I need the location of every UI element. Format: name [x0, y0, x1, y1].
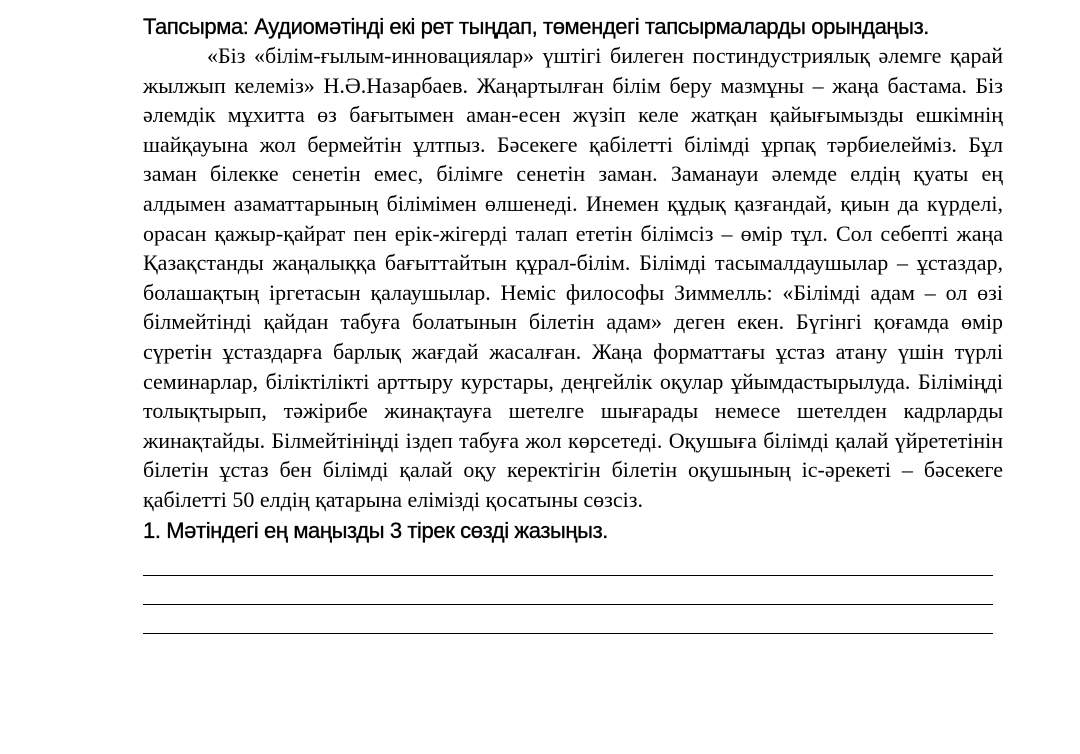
answer-area[interactable] [143, 547, 1003, 634]
document-page [143, 12, 1003, 634]
answer-line[interactable] [143, 547, 993, 576]
task-title: Тапсырма: Аудиомәтінді екі рет тыңдап, төмендегі тапсырмаларды орындаңыз. [143, 14, 929, 39]
answer-line[interactable] [143, 605, 993, 634]
answer-line[interactable] [143, 576, 993, 605]
audio-text-paragraph: «Біз «білім-ғылым-инновациялар» үштігі билеген постиндустриялық әлемге қарай жылжып келеміз» Н.Ә.Назарбаев. Жаңартылған білім беру мазмұны – жаңа бастама. Біз әлемдік мұхитта өз бағытымен аман-есен жүзіп келе жатқан қайығымызды ешкімнің шайқауына жол бермейтін ұлтпыз. Бәсекеге қабілетті білімді ұрпақ тәрбиелейміз. Бұл заман білекке сенетін емес, білімге сенетін заман. Заманауи әлемде елдің қуаты ең алдымен азаматтарының білімімен өлшенеді. Инемен құдық қазғандай, қиын да күрделі, орасан қажыр-қайрат пен ерік-жігерді талап ететін білімсіз – өмір тұл. Сол себепті жаңа Қазақстанды жаңалыққа бағыттайтын құрал-білім. Білімді тасымалдаушылар – ұстаздар, болашақтың іргетасын қалаушылар. Неміс философы Зиммелль: «Білімді адам – ол өзі білмейтінді қайдан табуға болатынын білетін адам» деген екен. Бүгінгі қоғамда өмір сүретін ұстаздарға барлық жағдай жасалған. Жаңа форматтағы ұстаз атану үшін түрлі семинарлар, біліктілікті арттыру курстары, деңгейлік оқулар ұйымдастырылуда. Біліміңді толықтырып, тәжірибе жинақтауға шетелге шығарады немесе шетелден кадрларды жинақтайды. Білмейтініңді іздеп табуға жол көрсетеді. Оқушыға білімді қалай үйрететінін білетін ұстаз бен білімді қалай оқу керектігін білетін оқушының іс-әрекеті – бәсекеге қабілетті 50 елдің қатарына елімізді қосатыны сөзсіз. [143, 43, 1003, 512]
question-1: 1. Мәтіндегі ең маңызды 3 тірек сөзді жазыңыз. [143, 517, 608, 543]
